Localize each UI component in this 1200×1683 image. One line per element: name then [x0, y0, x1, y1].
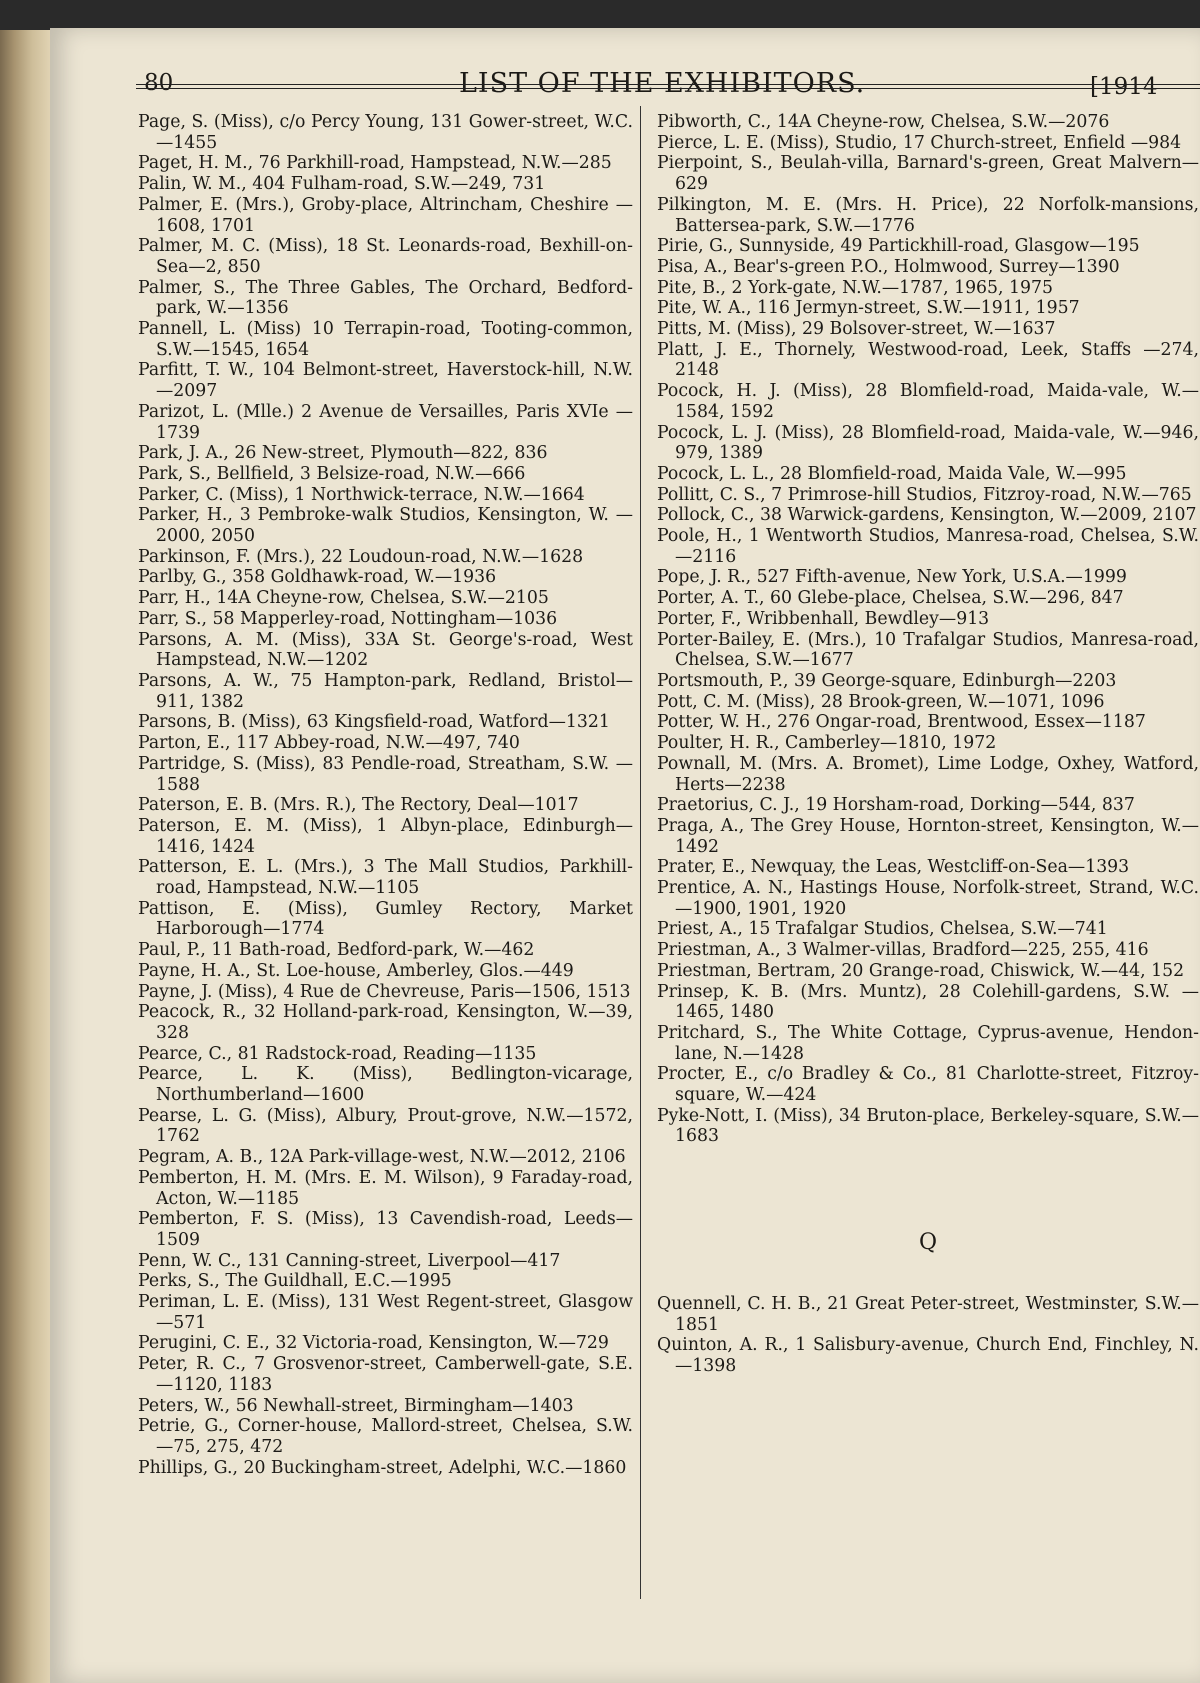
exhibitor-entry: Pannell, L. (Miss) 10 Terrapin-road, Tooting-common, S.W.—1545, 1654 [138, 319, 633, 360]
exhibitor-entry: Procter, E., c/o Bradley & Co., 81 Charlotte-street, Fitzroy-square, W.—424 [657, 1064, 1199, 1106]
exhibitor-entry: Parker, C. (Miss), 1 Northwick-terrace, N.W.—1664 [138, 484, 585, 505]
exhibitor-entry: Parfitt, T. W., 104 Belmont-street, Haverstock-hill, N.W.—2097 [138, 360, 633, 402]
exhibitor-entry: Praga, A., The Grey House, Hornton-street, Kensington, W.—1492 [657, 815, 1199, 857]
exhibitor-entry: Poulter, H. R., Camberley—1810, 1972 [657, 733, 997, 754]
exhibitor-entry: Pilkington, M. E. (Mrs. H. Price), 22 Norfolk-mansions, Battersea-park, S.W.—1776 [657, 194, 1199, 236]
exhibitor-entry: Pocock, H. J. (Miss), 28 Blomfield-road, Maida-vale, W.—1584, 1592 [657, 381, 1199, 422]
left-column [138, 112, 633, 1478]
section-letter-q: Q [918, 1230, 938, 1256]
exhibitor-entry: Pearce, L. K. (Miss), Bedlington-vicarage, Northumberland—1600 [138, 1064, 633, 1106]
exhibitor-entry: Perugini, C. E., 32 Victoria-road, Kensington, W.—729 [138, 1333, 609, 1354]
exhibitor-entry: Parr, H., 14A Cheyne-row, Chelsea, S.W.—2105 [138, 588, 549, 609]
page-header [50, 48, 1200, 108]
exhibitor-entry: Pite, B., 2 York-gate, N.W.—1787, 1965, 1975 [657, 277, 1054, 298]
exhibitor-entry: Parkinson, F. (Mrs.), 22 Loudoun-road, N.W.—1628 [138, 546, 584, 567]
exhibitor-entry: Parsons, A. W., 75 Hampton-park, Redland, Bristol—911, 1382 [138, 670, 633, 712]
exhibitor-entry: Paul, P., 11 Bath-road, Bedford-park, W.—462 [138, 940, 535, 961]
exhibitor-entry: Pocock, L. J. (Miss), 28 Blomfield-road, Maida-vale, W.—946, 979, 1389 [657, 422, 1199, 464]
exhibitor-entry: Palmer, E. (Mrs.), Groby-place, Altrincham, Cheshire —1608, 1701 [138, 194, 633, 236]
right-column [657, 112, 1199, 1377]
exhibitor-entry: Pattison, E. (Miss), Gumley Rectory, Market Harborough—1774 [138, 898, 633, 940]
column-divider [640, 106, 641, 1599]
exhibitor-entry: Payne, J. (Miss), 4 Rue de Chevreuse, Paris—1506, 1513 [138, 981, 631, 1002]
exhibitor-entry: Pisa, A., Bear's-green P.O., Holmwood, Surrey—1390 [657, 256, 1120, 277]
exhibitor-entry: Pearse, L. G. (Miss), Albury, Prout-grove, N.W.—1572, 1762 [138, 1105, 633, 1147]
exhibitor-entry: Pitts, M. (Miss), 29 Bolsover-street, W.—1637 [657, 319, 1056, 340]
header-rule-upper [136, 84, 1200, 85]
exhibitor-entry: Pritchard, S., The White Cottage, Cyprus-avenue, Hendon-lane, N.—1428 [657, 1022, 1199, 1064]
exhibitor-entry: Patterson, E. L. (Mrs.), 3 The Mall Studios, Parkhill-road, Hampstead, N.W.—1105 [138, 857, 633, 899]
exhibitor-entry: Parton, E., 117 Abbey-road, N.W.—497, 740 [138, 733, 520, 754]
exhibitor-entry: Prinsep, K. B. (Mrs. Muntz), 28 Colehill-gardens, S.W. —1465, 1480 [657, 981, 1199, 1023]
exhibitor-entry: Pemberton, H. M. (Mrs. E. M. Wilson), 9 Faraday-road, Acton, W.—1185 [138, 1167, 633, 1209]
exhibitor-entry: Pyke-Nott, I. (Miss), 34 Bruton-place, Berkeley-square, S.W.—1683 [657, 1105, 1199, 1147]
header-rule-lower [136, 88, 1200, 89]
page-title: LIST OF THE EXHIBITORS. [459, 68, 866, 99]
page-number: 80 [144, 70, 174, 96]
exhibitor-entry: Partridge, S. (Miss), 83 Pendle-road, Streatham, S.W. —1588 [138, 753, 633, 795]
exhibitor-entry: Pegram, A. B., 12A Park-village-west, N.W.—2012, 2106 [138, 1147, 626, 1168]
exhibitor-entry: Peters, W., 56 Newhall-street, Birmingham—1403 [138, 1395, 574, 1416]
exhibitor-entry: Pibworth, C., 14A Cheyne-row, Chelsea, S.W.—2076 [657, 112, 1110, 132]
exhibitor-entry: Porter, F., Wribbenhall, Bewdley—913 [657, 608, 990, 629]
exhibitor-entry: Pearce, C., 81 Radstock-road, Reading—1135 [138, 1043, 537, 1064]
exhibitor-entry: Priestman, A., 3 Walmer-villas, Bradford—225, 255, 416 [657, 940, 1149, 961]
exhibitor-entry: Platt, J. E., Thornely, Westwood-road, Leek, Staffs —274, 2148 [657, 339, 1199, 381]
exhibitor-entry: Park, J. A., 26 New-street, Plymouth—822, 836 [138, 443, 548, 464]
exhibitor-entry: Parlby, G., 358 Goldhawk-road, W.—1936 [138, 567, 497, 588]
exhibitor-entry: Pierce, L. E. (Miss), Studio, 17 Church-street, Enfield —984 [657, 132, 1182, 153]
exhibitor-entry: Payne, H. A., St. Loe-house, Amberley, Glos.—449 [138, 960, 574, 981]
year-label: [1914 [1090, 74, 1158, 100]
right-column-entries [657, 112, 1199, 1147]
exhibitor-entry: Praetorius, C. J., 19 Horsham-road, Dorking—544, 837 [657, 795, 1135, 816]
exhibitor-entry: Pemberton, F. S. (Miss), 13 Cavendish-road, Leeds—1509 [138, 1209, 633, 1250]
exhibitor-entry: Palmer, S., The Three Gables, The Orchard, Bedford-park, W.—1356 [138, 277, 633, 319]
exhibitor-entry: Penn, W. C., 131 Canning-street, Liverpool—417 [138, 1250, 561, 1271]
exhibitor-entry: Parizot, L. (Mlle.) 2 Avenue de Versailles, Paris XVIe —1739 [138, 401, 633, 443]
exhibitor-entry: Pott, C. M. (Miss), 28 Brook-green, W.—1071, 1096 [657, 691, 1105, 712]
exhibitor-entry: Periman, L. E. (Miss), 131 West Regent-street, Glasgow—571 [138, 1292, 633, 1333]
exhibitor-entry: Paget, H. M., 76 Parkhill-road, Hampstead, N.W.—285 [138, 153, 612, 174]
exhibitor-entry: Quinton, A. R., 1 Salisbury-avenue, Church End, Finchley, N.—1398 [657, 1335, 1199, 1376]
exhibitor-entry: Park, S., Bellfield, 3 Belsize-road, N.W.—666 [138, 463, 526, 484]
exhibitor-entry: Parr, S., 58 Mapperley-road, Nottingham—1036 [138, 608, 558, 629]
exhibitor-entry: Priestman, Bertram, 20 Grange-road, Chiswick, W.—44, 152 [657, 960, 1185, 981]
exhibitor-entry: Quennell, C. H. B., 21 Great Peter-street, Westminster, S.W.—1851 [657, 1293, 1199, 1335]
section-q-entries [657, 1294, 1199, 1377]
exhibitor-entry: Porter-Bailey, E. (Mrs.), 10 Trafalgar Studios, Manresa-road, Chelsea, S.W.—1677 [657, 629, 1199, 671]
exhibitor-entry: Peter, R. C., 7 Grosvenor-street, Camberwell-gate, S.E. —1120, 1183 [138, 1354, 633, 1395]
exhibitor-entry: Palin, W. M., 404 Fulham-road, S.W.—249, 731 [138, 174, 546, 195]
exhibitor-entry: Phillips, G., 20 Buckingham-street, Adelphi, W.C.—1860 [138, 1457, 627, 1478]
book-page [50, 28, 1200, 1683]
exhibitor-entry: Porter, A. T., 60 Glebe-place, Chelsea, S.W.—296, 847 [657, 588, 1124, 609]
exhibitor-entry: Paterson, E. B. (Mrs. R.), The Rectory, Deal—1017 [138, 795, 579, 816]
exhibitor-entry: Potter, W. H., 276 Ongar-road, Brentwood, Essex—1187 [657, 712, 1146, 733]
exhibitor-entry: Pollitt, C. S., 7 Primrose-hill Studios, Fitzroy-road, N.W.—765 [657, 484, 1192, 505]
exhibitor-entry: Parsons, A. M. (Miss), 33A St. George's-road, West Hampstead, N.W.—1202 [138, 629, 633, 671]
exhibitor-entry: Portsmouth, P., 39 George-square, Edinburgh—2203 [657, 670, 1117, 691]
exhibitor-entry: Pope, J. R., 527 Fifth-avenue, New York, U.S.A.—1999 [657, 567, 1127, 588]
exhibitor-entry: Pocock, L. L., 28 Blomfield-road, Maida Vale, W.—995 [657, 463, 1127, 484]
exhibitor-entry: Parker, H., 3 Pembroke-walk Studios, Kensington, W. —2000, 2050 [138, 505, 633, 547]
exhibitor-entry: Poole, H., 1 Wentworth Studios, Manresa-road, Chelsea, S.W.—2116 [657, 526, 1199, 567]
exhibitor-entry: Pirie, G., Sunnyside, 49 Partickhill-road, Glasgow—195 [657, 236, 1140, 257]
exhibitor-entry: Prater, E., Newquay, the Leas, Westcliff-on-Sea—1393 [657, 857, 1130, 878]
exhibitor-entry: Perks, S., The Guildhall, E.C.—1995 [138, 1271, 452, 1292]
exhibitor-entry: Pollock, C., 38 Warwick-gardens, Kensington, W.—2009, 2107 [657, 505, 1197, 526]
exhibitor-entry: Parsons, B. (Miss), 63 Kingsfield-road, Watford—1321 [138, 712, 610, 733]
exhibitor-entry: Page, S. (Miss), c/o Percy Young, 131 Gower-street, W.C.—1455 [138, 112, 633, 153]
exhibitor-entry: Pownall, M. (Mrs. A. Bromet), Lime Lodge, Oxhey, Watford, Herts—2238 [657, 753, 1199, 795]
exhibitor-entry: Prentice, A. N., Hastings House, Norfolk-street, Strand, W.C.—1900, 1901, 1920 [657, 878, 1199, 919]
exhibitor-entry: Pite, W. A., 116 Jermyn-street, S.W.—1911, 1957 [657, 298, 1080, 319]
exhibitor-entry: Palmer, M. C. (Miss), 18 St. Leonards-road, Bexhill-on-Sea—2, 850 [138, 236, 633, 277]
exhibitor-entry: Paterson, E. M. (Miss), 1 Albyn-place, Edinburgh—1416, 1424 [138, 815, 633, 857]
exhibitor-entry: Priest, A., 15 Trafalgar Studios, Chelsea, S.W.—741 [657, 919, 1108, 940]
exhibitor-entry: Petrie, G., Corner-house, Mallord-street, Chelsea, S.W. —75, 275, 472 [138, 1416, 633, 1457]
exhibitor-entry: Peacock, R., 32 Holland-park-road, Kensington, W.—39, 328 [138, 1002, 633, 1043]
exhibitor-entry: Pierpoint, S., Beulah-villa, Barnard's-green, Great Malvern—629 [657, 153, 1199, 195]
